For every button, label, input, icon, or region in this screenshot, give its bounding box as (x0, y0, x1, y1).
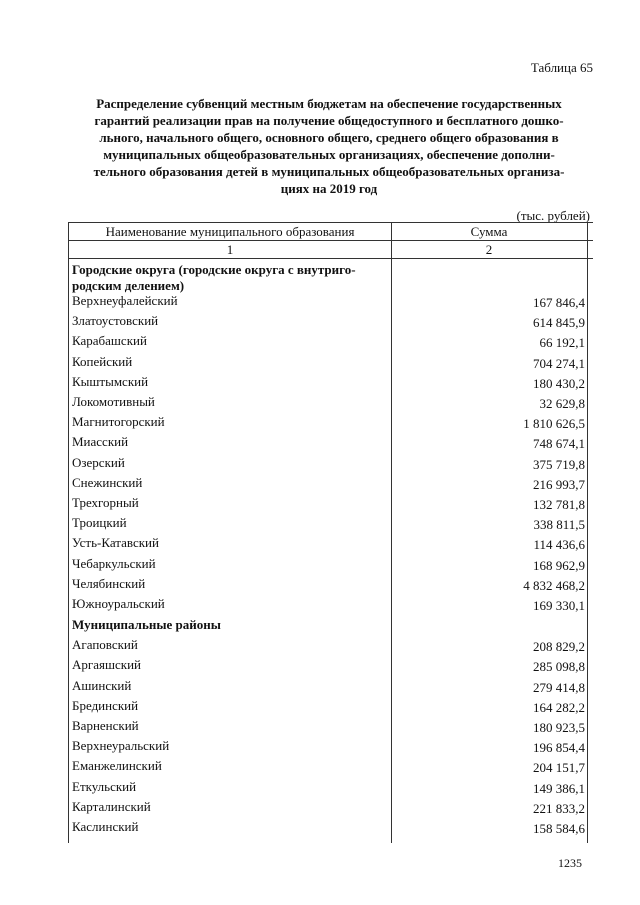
amount-value: 164 282,2 (533, 699, 585, 715)
table-row (69, 412, 593, 432)
amount-value: 114 436,6 (533, 537, 585, 553)
amount-value: 614 845,9 (533, 315, 585, 331)
amount-value: 216 993,7 (533, 476, 585, 492)
table-row (69, 533, 593, 553)
municipality-name: Еманжелинский (72, 758, 162, 774)
name-column-header: Наименование муниципального образования (105, 224, 355, 239)
municipality-name: Челябинский (72, 575, 146, 591)
document-title (68, 95, 590, 197)
table-row (69, 594, 593, 614)
municipality-name: Карабашский (72, 333, 147, 349)
amount-value: 169 330,1 (533, 598, 585, 613)
amount-value: 375 719,8 (533, 456, 585, 472)
municipality-name: Брединский (72, 697, 139, 713)
municipality-name: Снежинский (72, 474, 143, 490)
table-row (69, 554, 593, 574)
municipality-name: Верхнеуральский (72, 738, 170, 754)
municipality-name: Кыштымский (72, 373, 149, 389)
table-row (69, 473, 593, 493)
table-row (69, 453, 593, 473)
table-row (69, 513, 593, 533)
amount-value: 66 192,1 (539, 335, 585, 351)
title-line: Распределение субвенций местным бюджетам на обеспечение государственных (96, 96, 562, 111)
table-row (69, 676, 593, 696)
amount-value: 32 629,8 (539, 396, 585, 411)
municipality-name: Ашинский (72, 677, 132, 693)
amount-value: 704 274,1 (533, 355, 585, 371)
municipality-name: Копейский (72, 353, 133, 369)
title-line: льного, начального общего, основного общего, среднего общего образования в (99, 130, 559, 145)
municipality-name: Агаповский (72, 637, 138, 653)
table-row (69, 655, 593, 675)
municipality-name: Миасский (72, 434, 129, 450)
table-row (69, 817, 593, 837)
municipality-name: Локомотивный (72, 394, 155, 409)
municipality-name: Карталинский (72, 798, 151, 814)
table-row (69, 797, 593, 817)
amount-value: 279 414,8 (533, 679, 585, 695)
municipality-name: Варненский (72, 718, 139, 733)
municipality-name: Озерский (72, 454, 125, 470)
amount-value: 285 098,8 (533, 659, 585, 675)
table-row (69, 493, 593, 513)
amount-value: 338 811,5 (533, 517, 585, 533)
subvention-table (68, 222, 593, 843)
amount-value: 196 854,4 (533, 740, 585, 756)
table-row (69, 716, 593, 736)
table-row (69, 574, 593, 594)
municipality-name: Магнитогорский (72, 414, 165, 430)
section-heading-city-districts (72, 262, 390, 294)
table-row (69, 696, 593, 716)
municipality-name: Златоустовский (72, 313, 159, 329)
municipality-name: Еткульский (72, 778, 137, 794)
table-row (69, 291, 593, 311)
table-number-label: Таблица 65 (530, 60, 593, 75)
section-heading-municipal-districts: Муниципальные районы (72, 617, 221, 633)
units-label: (тыс. рублей) (516, 208, 590, 223)
table-row (69, 352, 593, 372)
table-header-row (69, 223, 593, 241)
sum-column-header: Сумма (470, 224, 508, 239)
amount-value: 149 386,1 (533, 780, 585, 796)
table-row (69, 331, 593, 351)
section-heading-line: родским делением) (72, 278, 185, 293)
title-line: гарантий реализации прав на получение общедоступного и бесплатного дошко- (94, 113, 564, 128)
title-line: тельного образования детей в муниципальных общеобразовательных организа- (93, 164, 565, 179)
amount-value: 158 584,6 (533, 821, 585, 836)
column-number-row (69, 241, 593, 259)
amount-value: 168 962,9 (533, 557, 585, 573)
amount-value: 132 781,8 (533, 497, 585, 512)
municipality-name: Каслинский (72, 819, 139, 834)
municipality-name: Троицкий (72, 515, 127, 531)
municipality-name: Верхнеуфалейский (72, 293, 178, 308)
table-row (69, 432, 593, 452)
section-heading-line: Городские округа (городские округа с внутриго- (72, 262, 356, 277)
amount-value: 748 674,1 (533, 436, 585, 452)
table-row (69, 777, 593, 797)
page-number: 1235 (558, 856, 582, 870)
amount-value: 4 832 468,2 (523, 577, 585, 593)
table-row (69, 756, 593, 776)
municipality-name: Усть-Катавский (72, 535, 159, 551)
table-row (69, 635, 593, 655)
table-row (69, 736, 593, 756)
municipality-name: Аргаяшский (72, 657, 141, 673)
table-row (69, 372, 593, 392)
municipality-name: Чебаркульский (72, 555, 156, 571)
amount-value: 204 151,7 (533, 760, 585, 776)
title-line: муниципальных общеобразовательных организациях, обеспечение дополни- (103, 147, 555, 162)
sum-column-number: 2 (485, 242, 493, 257)
title-line: циях на 2019 год (280, 181, 378, 196)
amount-value: 180 430,2 (533, 375, 585, 391)
amount-value: 221 833,2 (533, 800, 585, 816)
municipality-name: Южноуральский (72, 596, 165, 611)
amount-value: 180 923,5 (533, 720, 585, 735)
municipality-name: Трехгорный (72, 495, 139, 510)
name-column-number: 1 (226, 242, 234, 257)
table-row (69, 311, 593, 331)
amount-value: 208 829,2 (533, 639, 585, 655)
amount-value: 1 810 626,5 (523, 416, 585, 432)
table-row (69, 392, 593, 412)
amount-value: 167 846,4 (533, 295, 585, 310)
